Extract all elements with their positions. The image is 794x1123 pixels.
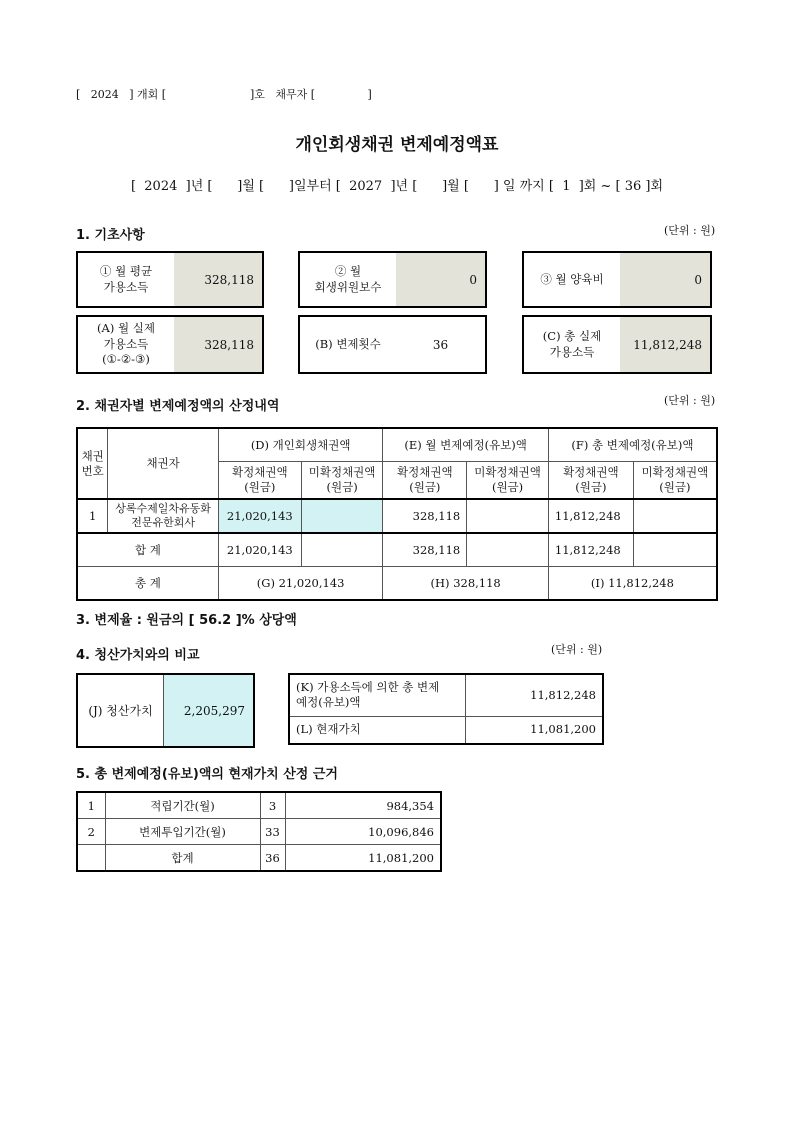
sum-f-unconfirmed [633,533,717,567]
pv-row-amount: 11,081,200 [285,845,441,872]
f-confirmed-header: 확정채권액 (원금) [548,462,633,500]
group-f-header: (F) 총 변제예정(유보)액 [548,428,717,462]
sum-d-confirmed: 21,020,143 [218,533,301,567]
e-confirmed-amount: 328,118 [383,499,467,533]
sum-e-unconfirmed [467,533,549,567]
creditor-table [76,427,718,601]
e-unconfirmed-amount [467,499,549,533]
f-unconfirmed-amount [633,499,717,533]
pv-row-count: 33 [260,819,285,845]
l-value: 11,081,200 [465,716,603,744]
repay-count-box [298,315,487,374]
section-3-heading: 3. 변제율 : 원금의 [ 56.2 ]% 상당액 [76,613,297,628]
liquidation-value: 2,205,297 [163,675,253,746]
k-value: 11,812,248 [465,674,603,716]
sum-row [77,533,717,567]
pv-row-label: 변제투입기간(월) [105,819,260,845]
d-unconfirmed-header: 미확정채권액 (원금) [301,462,383,500]
pv-row-amount: 10,096,846 [285,819,441,845]
actual-income-label: (A) 월 실제 가용소득 (①-②-③) [97,321,155,367]
pv-row-no [77,845,105,872]
actual-income-box [76,315,264,374]
d-confirmed-amount: 21,020,143 [218,499,301,533]
pv-row-no: 1 [77,792,105,819]
table-row [77,819,441,845]
pv-row-no: 2 [77,819,105,845]
repay-count-label: (B) 변제횟수 [315,336,381,351]
f-unconfirmed-header: 미확정채권액 (원금) [633,462,717,500]
document-title: 개인회생채권 변제예정액표 [295,135,499,155]
total-h: (H) 328,118 [383,567,548,601]
section-5-heading: 5. 총 변제예정(유보)액의 현재가치 산정 근거 [76,767,338,782]
section-2-unit: (단위 : 원) [664,394,716,407]
sum-e-confirmed: 328,118 [383,533,467,567]
table-row [77,792,441,819]
sum-d-unconfirmed [301,533,383,567]
creditor-name: 상록수제일차유동화 전문유한회사 [108,499,218,533]
pv-row-label: 적립기간(월) [105,792,260,819]
support-cost-label: ③ 월 양육비 [540,271,604,286]
total-income-label: (C) 총 실제 가용소득 [542,328,602,359]
total-label: 총 계 [77,567,218,601]
section-4-heading: 4. 청산가치와의 비교 [76,648,200,663]
table-row [77,499,717,533]
section-1-unit: (단위 : 원) [664,224,716,237]
comparison-table [288,673,604,745]
actual-income-value: 328,118 [174,317,262,372]
monthly-avg-income-value: 328,118 [174,253,262,306]
section-1-heading: 1. 기초사항 [76,228,145,243]
monthly-avg-income-box [76,251,264,308]
group-e-header: (E) 월 변제예정(유보)액 [383,428,548,462]
col-creditor-header: 채권자 [108,428,218,499]
repayment-period: [ 2024 ]년 [ ]월 [ ]일부터 [ 2027 ]년 [ ]월 [ ] 일 까지 [ 1 ]회 ~ [ 36 ]회 [130,179,664,194]
case-header-line: [ 2024 ] 개회 [ ]호 채무자 [ ] [76,88,372,101]
k-label: (K) 가용소득에 의한 총 변제 예정(유보)액 [289,674,465,716]
sum-label: 합 계 [77,533,218,567]
present-value-table [76,791,442,872]
pv-row-count: 3 [260,792,285,819]
total-income-box [522,315,712,374]
committee-fee-box [298,251,487,308]
repay-count-value: 36 [396,317,485,372]
support-cost-box [522,251,712,308]
total-g: (G) 21,020,143 [218,567,383,601]
total-i: (I) 11,812,248 [548,567,717,601]
section-4-unit: (단위 : 원) [551,643,603,656]
committee-fee-value: 0 [396,253,485,306]
table-row [77,845,441,872]
total-row [77,567,717,601]
d-unconfirmed-amount [301,499,383,533]
pv-row-label: 합계 [105,845,260,872]
pv-row-count: 36 [260,845,285,872]
e-confirmed-header: 확정채권액 (원금) [383,462,467,500]
support-cost-value: 0 [620,253,710,306]
col-no-header: 채권 번호 [77,428,108,499]
committee-fee-label: ② 월 회생위원보수 [314,263,382,294]
monthly-avg-income-label: ① 월 평균 가용소득 [99,263,153,294]
group-d-header: (D) 개인회생채권액 [218,428,383,462]
creditor-no: 1 [77,499,108,533]
d-confirmed-header: 확정채권액 (원금) [218,462,301,500]
e-unconfirmed-header: 미확정채권액 (원금) [467,462,549,500]
total-income-value: 11,812,248 [620,317,710,372]
l-label: (L) 현재가치 [289,716,465,744]
section-2-heading: 2. 채권자별 변제예정액의 산정내역 [76,399,280,414]
f-confirmed-amount: 11,812,248 [548,499,633,533]
sum-f-confirmed: 11,812,248 [548,533,633,567]
pv-row-amount: 984,354 [285,792,441,819]
liquidation-value-box [76,673,255,748]
liquidation-label: (J) 청산가치 [88,704,153,718]
